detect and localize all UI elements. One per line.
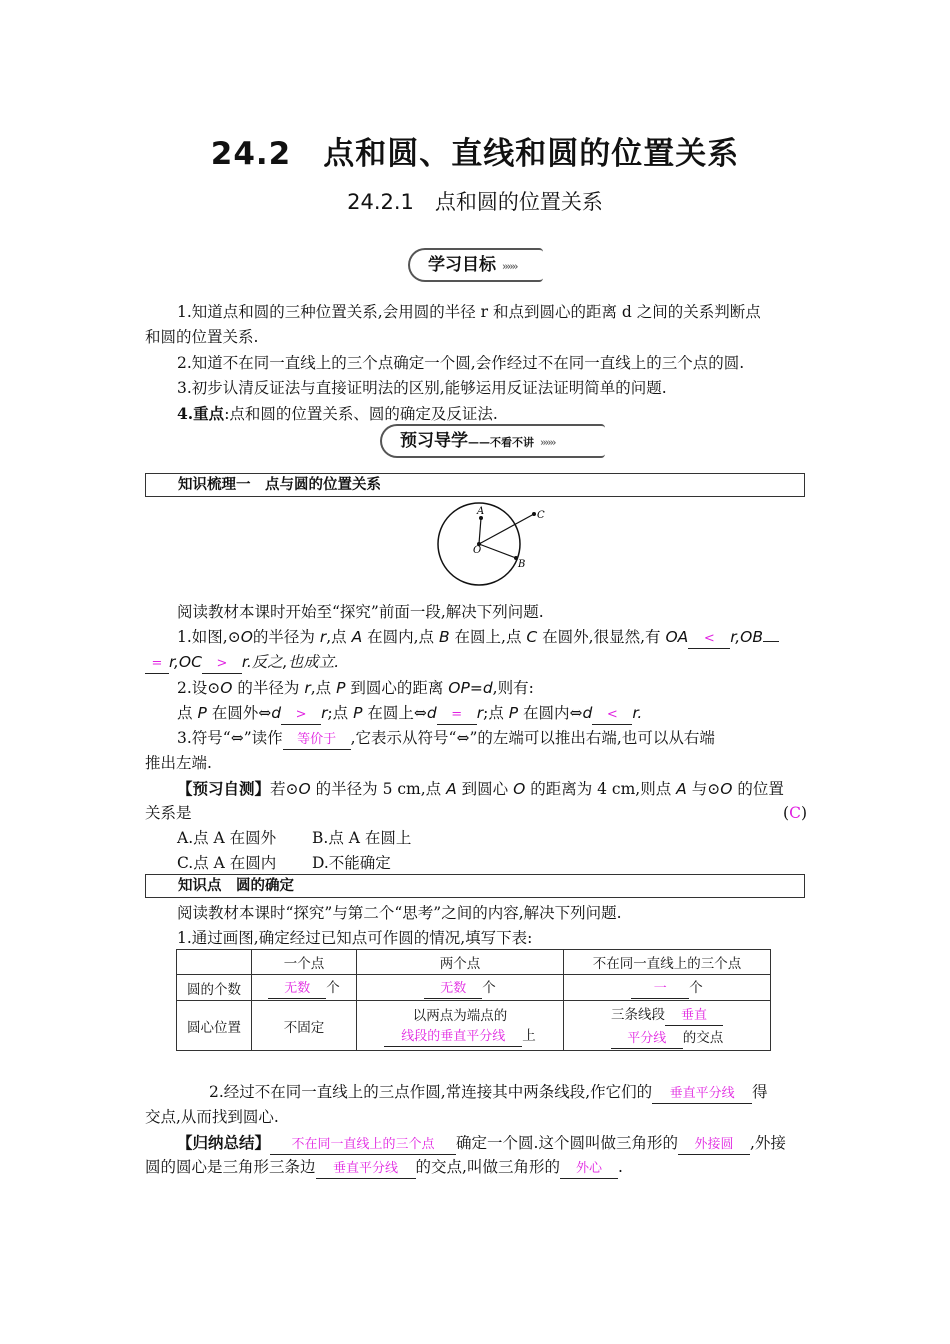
summary: 【归纳总结】 不在同一直线上的三个点 确定一个圆.这个圆叫做三角形的 外接圆 ,外接 [145,1130,839,1156]
goal-1-cont: 和圆的位置关系. [145,328,259,346]
summary-label: 【归纳总结】 [177,1133,271,1152]
circle-figure [430,500,550,590]
answer-blank: = [145,655,169,674]
options-ab [145,826,839,851]
answer-blank: 垂直平分线 [652,1085,752,1104]
table-header-cell: 不在同一直线上的三个点 [564,950,771,975]
table-cell: 三条线段 垂直 平分线 的交点 [564,1001,771,1051]
table-header-cell: 两个点 [357,950,564,975]
label-a: A [477,506,485,517]
goal-1: 1.知道点和圆的三种位置关系,会用圆的半径 r 和点到圆心的距离 d 之间的关系判断点 [177,303,761,321]
point-c [532,512,536,516]
table-header-cell: 一个点 [252,950,357,975]
arrows-icon: »»» [539,436,555,449]
section-knowledge-1: 知识梳理一 点与圆的位置关系 [145,473,805,497]
answer-blank: 外接圆 [678,1136,750,1155]
badge-note: ——不看不讲 [468,436,534,449]
question-2-relations: 点 P 在圆外⇔d > r;点 P 在圆上⇔d = r;点 P 在圆内⇔d < r. [145,701,839,726]
answer-blank-start [763,641,779,642]
arrows-icon: »»» [501,260,517,273]
self-test-label: 【预习自测】 [177,779,271,798]
question-1: 1.如图,⊙O的半径为 r,点 A 在圆内,点 B 在圆上,点 C 在圆外,很显然,有 OA < r,OB [145,625,839,650]
self-test-cont: 关系是 (C) [145,801,807,826]
answer-blank: > [281,706,321,725]
option-c: C.点 A 在圆内 [177,854,277,872]
goal-4-text: :点和圆的位置关系、圆的确定及反证法. [224,405,498,423]
table-row [177,975,771,1001]
answer-blank: 等价于 [283,731,351,750]
page-subtitle: 24.2.1 点和圆的位置关系 [347,190,603,214]
section-knowledge-2: 知识点 圆的确定 [145,874,805,898]
summary-cont: 圆的圆心是三角形三条边 垂直平分线 的交点,叫做三角形的 外心 . [145,1155,807,1180]
goal-4-label: 4.重点 [177,404,225,423]
label-c: C [537,510,545,521]
reading-instruction-1: 阅读教材本课时开始至“探究”前面一段,解决下列问题. [177,603,544,621]
learning-goals-badge [408,248,543,282]
reading-instruction-2: 阅读教材本课时“探究”与第二个“思考”之间的内容,解决下列问题. [177,904,622,922]
segment-ob [479,544,516,558]
option-a: A.点 A 在圆外 [177,829,277,847]
row-label: 圆心位置 [177,1001,252,1051]
option-d: D.不能确定 [312,854,391,872]
table-cell: 以两点为端点的 线段的垂直平分线 上 [357,1001,564,1051]
label-b: B [518,559,526,570]
preview-badge [380,424,605,458]
segment-oc [479,514,534,544]
answer-blank: > [202,655,242,674]
label-o: O [473,545,482,556]
question-2: 2.设⊙O 的半径为 r,点 P 到圆心的距离 OP=d,则有: [177,679,534,697]
segment-oa [479,518,481,544]
goal-3: 3.初步认清反证法与直接证明法的区别,能够运用反证法证明简单的问题. [177,379,667,397]
goal-2: 2.知道不在同一直线上的三个点确定一个圆,会作经过不在同一直线上的三个点的圆. [177,354,745,372]
table-header-row [177,950,771,975]
table-cell: 不固定 [252,1001,357,1051]
options-cd [145,851,839,876]
table-row [177,1001,771,1051]
answer-blank: < [592,706,632,725]
answer-blank: 不在同一直线上的三个点 [270,1136,456,1155]
question-4: 1.通过画图,确定经过已知点可作圆的情况,填写下表: [177,929,533,947]
question-5-cont: 交点,从而找到圆心. [145,1108,279,1126]
question-1-cont: = r,OC > r.反之,也成立. [145,650,807,675]
table-cell: 无数 个 [357,975,564,1001]
table-cell: 一 个 [564,975,771,1001]
answer-blank: = [437,706,477,725]
answer-blank: 垂直平分线 [316,1160,416,1179]
row-label: 圆的个数 [177,975,252,1001]
answer-blank: < [688,630,730,649]
self-test-answer: (C) [783,804,807,822]
badge-label: 预习导学 [400,431,468,451]
option-b: B.点 A 在圆上 [312,829,412,847]
question-5: 2.经过不在同一直线上的三点作圆,常连接其中两条线段,作它们的 垂直平分线 得 [145,1080,871,1105]
self-test: 【预习自测】若⊙O 的半径为 5 cm,点 A 到圆心 O 的距离为 4 cm,则点 A 与⊙O 的位置 [177,779,784,798]
answer-blank: 外心 [560,1160,618,1179]
table-header-cell [177,950,252,975]
question-3-cont: 推出左端. [145,754,212,772]
table-cell: 无数 个 [252,975,357,1001]
question-3: 3.符号“⇔”读作 等价于 ,它表示从符号“⇔”的左端可以推出右端,也可以从右端 [145,726,839,751]
badge-label: 学习目标 [428,255,496,275]
circle-determination-table [176,949,771,1051]
page-title: 24.2 点和圆、直线和圆的位置关系 [210,136,740,172]
